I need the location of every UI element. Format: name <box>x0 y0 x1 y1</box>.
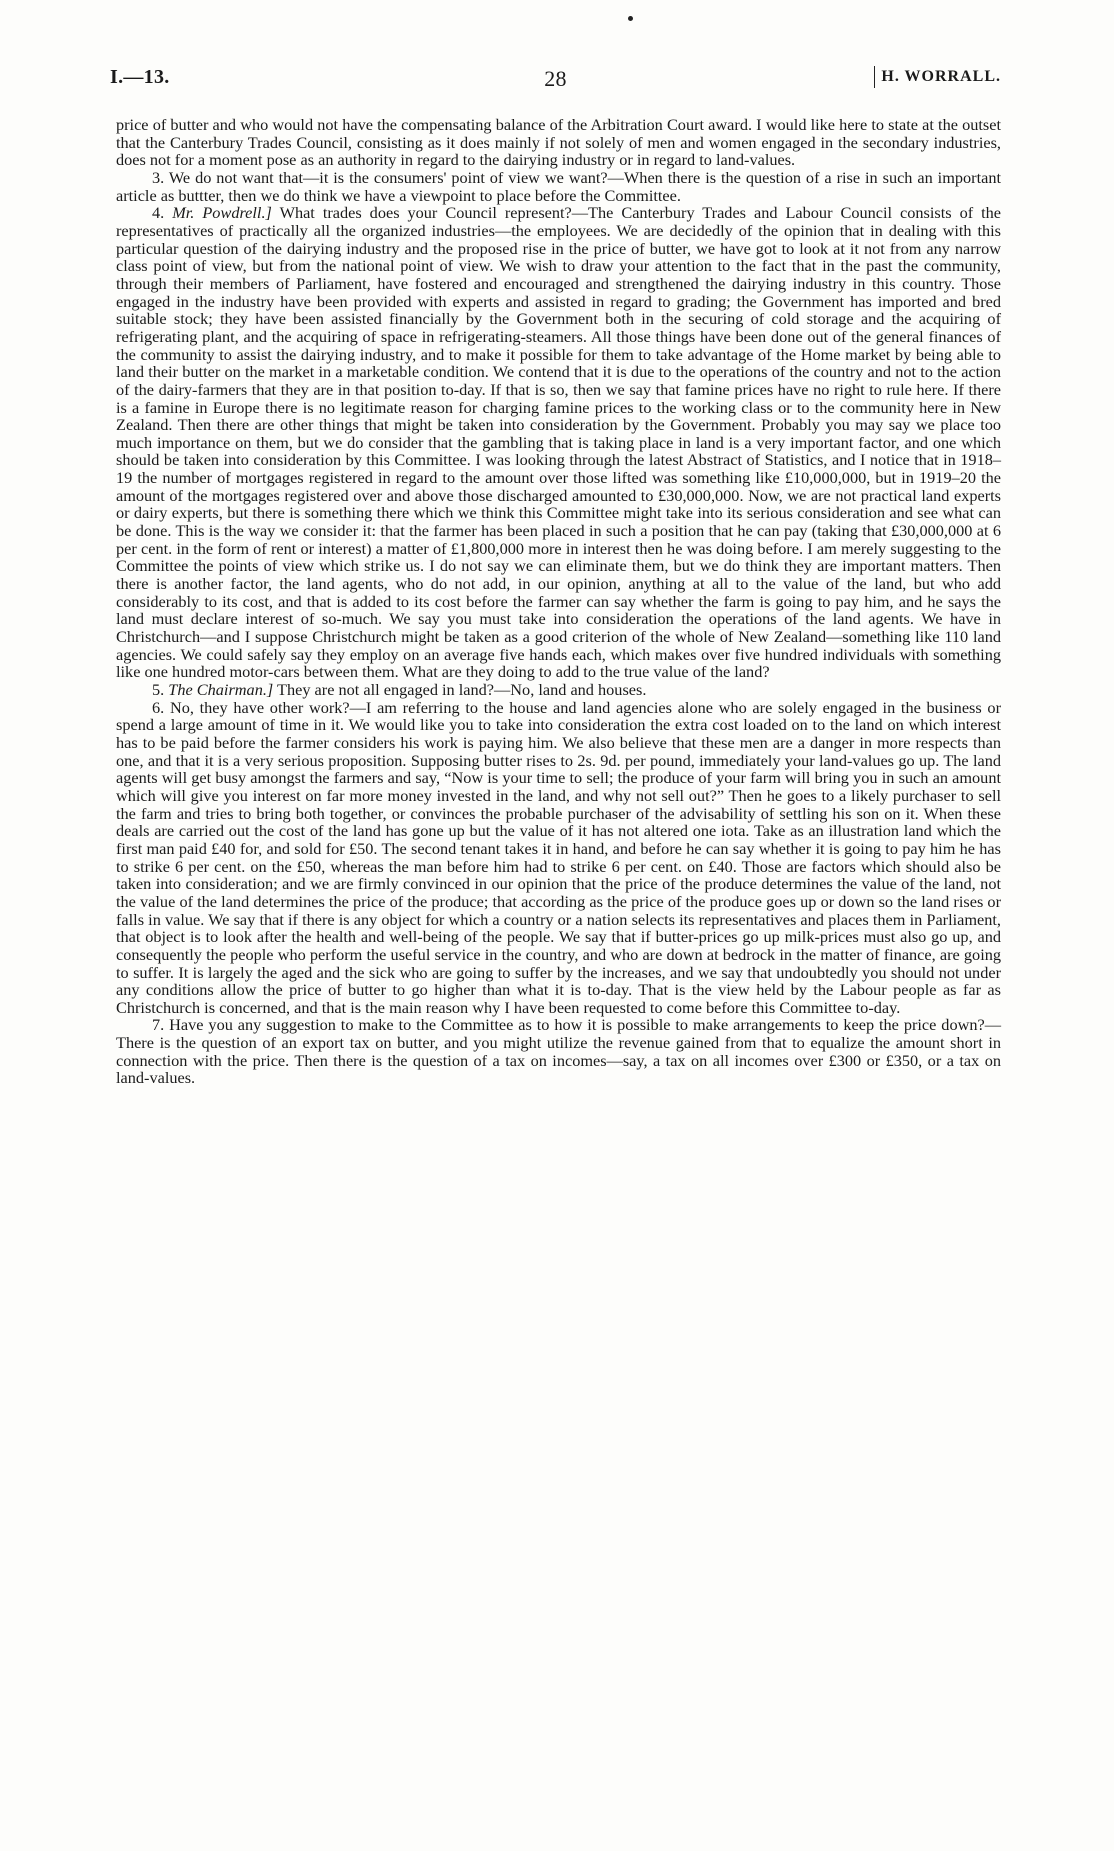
question-number: 4. <box>152 203 165 223</box>
paragraph-question-4 <box>116 204 1001 681</box>
paragraph-text: They are not all engaged in land?—No, land and houses. <box>277 680 647 699</box>
document-reference: I.—13. <box>110 66 170 88</box>
question-number: 7. <box>152 1015 165 1035</box>
question-number: 5. <box>152 680 165 699</box>
paragraph-question-3 <box>116 169 1001 204</box>
paragraph-question-7 <box>116 1016 1001 1087</box>
paragraph-continuation <box>116 116 1001 169</box>
speaker-name: Mr. Powdrell.] <box>172 203 272 223</box>
page-header <box>110 66 1001 94</box>
question-number: 6. <box>152 697 165 717</box>
document-body <box>116 116 1001 1087</box>
speaker-name: The Chairman.] <box>168 680 274 699</box>
question-number: 3. <box>152 167 165 187</box>
paragraph-text: No, they have other work?—I am referring to the house and land agencies alone who are solely engaged in the business or spend a large amount of time in it. We would like you to take into consideration the extra cost loaded on to the land on which interest has to be paid before the farmer considers his work is paying him. We also believe that these men are a danger in more respects than one, and that it is a very serious proposition. Supposing butter rises to 2s. 9d. per pound, immediately your land-values go up. The land agents will get busy amongst the farmers and say, “Now is your time to sell; the produce of your farm will bring you in such an amount which will give you interest on far more money invested in the land, and why not sell out?” Then he goes to a likely purchaser to sell the farm and tries to bring both together, or convinces the probable purchaser of the advisability of settling his son on it. When these deals are carried out the cost of the land has gone up but the value of it has not altered one iota. Take as an illustration land which the first man paid £40 for, and sold for £50. The second tenant takes it in hand, and before he can say whether it is going to pay him he has to strike 6 per cent. on the £50, whereas the man before him had to strike 6 per cent. on £40. Those are factors which should also be taken into consideration; and we are firmly convinced in our opinion that the price of the produce determines the value of the land, not the value of the land determines the price of the produce; that according as the price of the produce goes up or down so the land rises or falls in value. We say that if there is any object for which a country or a nation selects its representatives and places them in Parliament, that object is to look after the health and well-being of the people. We say that if butter-prices go up milk-prices must also go up, and consequently the people who perform the useful service in the country, and who are down at bedrock in the matter of finance, are going to suffer. It is largely the aged and the sick who are going to suffer by the increases, and we say that undoubtedly you should not under any conditions allow the price of butter to go higher than what it is to-day. That is the view held by the Labour people as far as Christchurch is concerned, and that is the main reason why I have been requested to come before this Committee to-day. <box>116 697 1001 1017</box>
witness-name: H. WORRALL. <box>874 66 1001 88</box>
paragraph-text: We do not want that—it is the consumers' point of view we want?—When there is the question of a rise in such an important article as buttter, then we do think we have a viewpoint to place before the Committee. <box>116 167 1001 205</box>
page-mark <box>628 16 633 21</box>
paragraph-text: What trades does your Council represent?—The Canterbury Trades and Labour Council consists of the representatives of practically all the organized industries—the employees. We are decidedly of the opinion that in dealing with this particular question of the dairying industry and the proposed rise in the price of butter, we have got to look at it not from any narrow class point of view, but from the national point of view. We wish to draw your attention to the fact that in the past the community, through their members of Parliament, have fostered and encouraged and strengthened the dairying industry in this country. Those engaged in the industry have been provided with experts and assisted in regard to grading; the Government has imported and bred suitable stock; they have been assisted financially by the Government both in the securing of cold storage and the acquiring of refrigerating plant, and the acquiring of space in refrigerating-steamers. All those things have been done out of the general finances of the community to assist the dairying industry, and to make it possible for them to take advantage of the Home market by being able to land their butter on the market in a marketable condition. We contend that it is due to the operations of the country and not to the action of the dairy-farmers that they are in that position to-day. If that is so, then we say that famine prices have no right to rule here. If there is a famine in Europe there is no legitimate reason for charging famine prices to the working class or to the community here in New Zealand. Then there are other things that might be taken into consideration by the Government. Probably you may say we place too much importance on them, but we do consider that the gambling that is taking place in land is a very important factor, and one which should be taken into consideration by this Committee. I was looking through the latest Abstract of Statistics, and I notice that in 1918–19 the number of mortgages registered in regard to the amount over those lifted was something like £10,000,000, but in 1919–20 the amount of the mortgages registered over and above those discharged amounted to £30,000,000. Now, we are not practical land experts or dairy experts, but there is something there which we think this Committee might take into its serious consideration and see what can be done. This is the way we consider it: that the farmer has been placed in such a position that he can pay (taking that £30,000,000 at 6 per cent. in the form of rent or interest) a matter of £1,800,000 more in interest then he was doing before. I am merely suggesting to the Committee the points of view which strike us. I do not say we can eliminate them, but we do think they are important matters. Then there is another factor, the land agents, who do not add, in our opinion, anything at all to the value of the land, but who add considerably to its cost, and that is added to its cost before the farmer can say whether the farm is going to pay him, and he says the land must declare interest of so-much. We say you must take into consideration the operations of the land agents. We have in Christchurch—and I suppose Christchurch might be taken as a good criterion of the whole of New Zealand—something like 110 land agencies. We could safely say they employ on an average five hands each, which makes over five hundred individuals with something like one hundred motor-cars between them. What are they doing to add to the true value of the land? <box>116 203 1002 682</box>
paragraph-text: price of butter and who would not have the compensating balance of the Arbitration Court award. I would like here to state at the outset that the Canterbury Trades Council, consisting as it does mainly if not solely of men and women engaged in the secondary industries, does not for a moment pose as an authority in regard to the dairying industry or in regard to land-values. <box>116 115 1001 170</box>
paragraph-question-5 <box>116 681 1001 699</box>
page-number: 28 <box>544 66 567 91</box>
paragraph-text: Have you any suggestion to make to the Committee as to how it is possible to make arrangements to keep the price down?—There is the question of an export tax on butter, and you might utilize the revenue gained from that to equalize the amount short in connection with the price. Then there is the question of a tax on incomes—say, a tax on all incomes over £300 or £350, or a tax on land-values. <box>116 1015 1001 1088</box>
paragraph-question-6 <box>116 699 1001 1017</box>
